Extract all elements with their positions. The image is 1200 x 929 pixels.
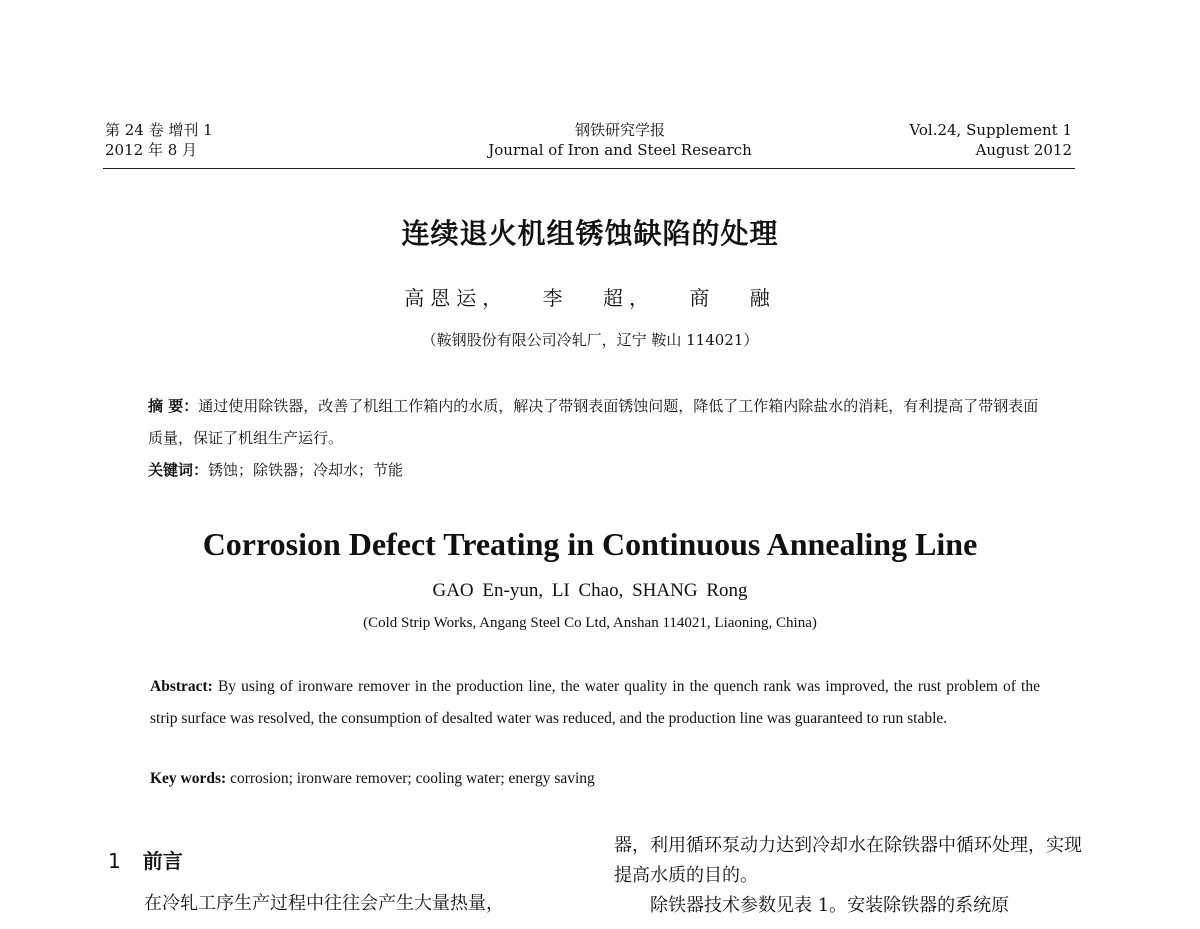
section-number: 1 bbox=[108, 849, 121, 873]
abstract-cn bbox=[148, 390, 1048, 454]
authors-en: GAO En-yun, LI Chao, SHANG Rong bbox=[432, 580, 748, 601]
keywords-text-en: corrosion; ironware remover; cooling water; energy saving bbox=[226, 770, 595, 787]
section-title: 前言 bbox=[142, 849, 183, 873]
affiliation-cn: （鞍钢股份有限公司冷轧厂，辽宁 鞍山 114021） bbox=[421, 331, 759, 349]
publication-date-cn: 2012 年 8 月 bbox=[105, 141, 198, 159]
journal-name-cn: 钢铁研究学报 bbox=[574, 121, 665, 139]
publication-date-en: August 2012 bbox=[975, 141, 1072, 159]
keywords-label-en: Key words: bbox=[150, 770, 227, 787]
authors-cn: 高恩运， 李 超， 商 融 bbox=[404, 286, 776, 310]
journal-name-en: Journal of Iron and Steel Research bbox=[488, 141, 752, 159]
volume-supplement-en: Vol.24, Supplement 1 bbox=[909, 121, 1072, 139]
section-heading bbox=[108, 845, 183, 874]
keywords-text-cn: 锈蚀；除铁器；冷却水；节能 bbox=[208, 461, 404, 479]
journal-volume-info-en bbox=[880, 120, 1072, 160]
abstract-label-cn: 摘 要： bbox=[148, 397, 199, 415]
abstract-en bbox=[150, 671, 1040, 734]
body-paragraph: 除铁器技术参数见表 1。安装除铁器的系统原 bbox=[650, 895, 1010, 916]
paper-title-en: Corrosion Defect Treating in Continuous Annealing Line bbox=[202, 526, 978, 562]
body-column-left: 在冷轧工序生产过程中往往会产生大量热量， bbox=[144, 893, 504, 914]
volume-issue: 第 24 卷 增刊 1 bbox=[105, 121, 213, 139]
paper-title-cn: 连续退火机组锈蚀缺陷的处理 bbox=[401, 217, 779, 250]
keywords-cn bbox=[148, 454, 1048, 486]
body-column-right bbox=[614, 831, 1084, 921]
header-rule bbox=[103, 168, 1075, 169]
abstract-text-en: By using of ironware remover in the production line, the water quality in the quench rank was improved, the rust problem of the strip surface was resolved, the consumption of desalted water was reduced, and the production line was guaranteed to run stable. bbox=[150, 678, 1040, 727]
keywords-en bbox=[150, 770, 595, 788]
abstract-text-cn: 通过使用除铁器，改善了机组工作箱内的水质，解决了带钢表面锈蚀问题，降低了工作箱内除盐水的消耗，有利提高了带钢表面质量，保证了机组生产运行。 bbox=[148, 397, 1039, 447]
keywords-label-cn: 关键词： bbox=[148, 461, 209, 479]
affiliation-en: (Cold Strip Works, Angang Steel Co Ltd, Anshan 114021, Liaoning, China) bbox=[363, 615, 817, 631]
body-paragraph: 器，利用循环泵动力达到冷却水在除铁器中循环处理，实现提高水质的目的。 bbox=[614, 835, 1082, 886]
abstract-label-en: Abstract: bbox=[150, 678, 213, 695]
